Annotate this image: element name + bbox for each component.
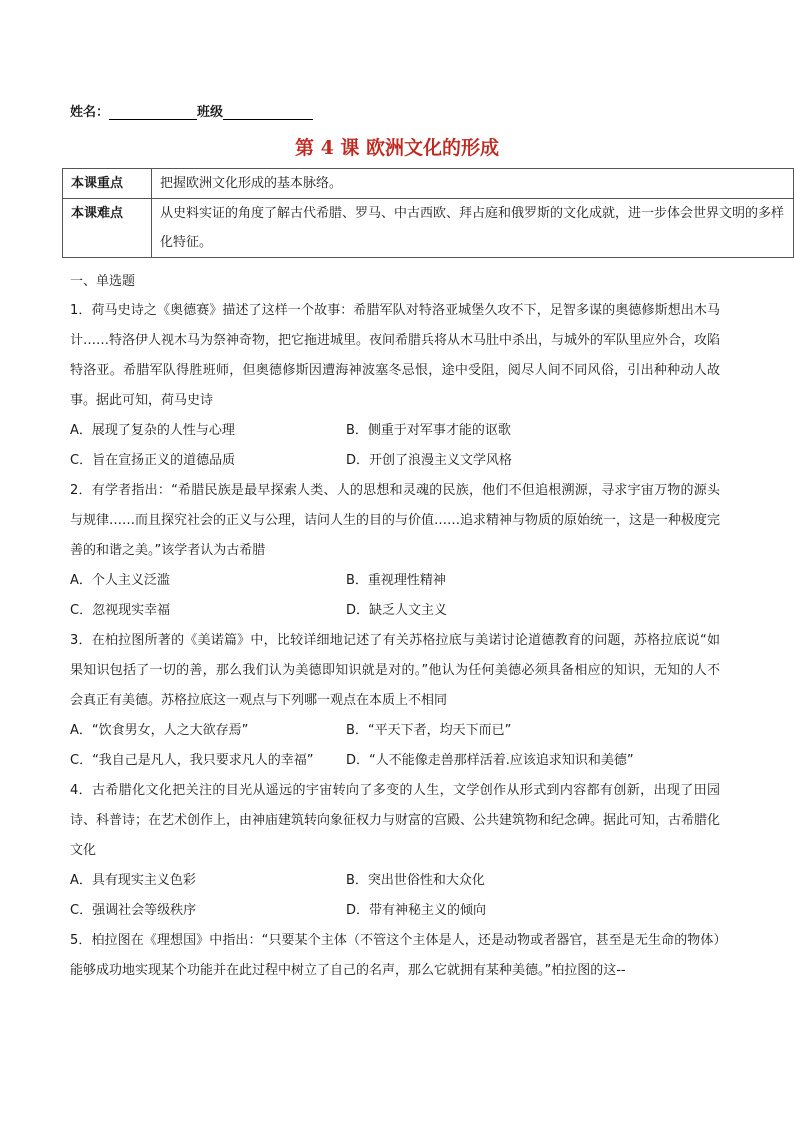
question-stem: 3．在柏拉图所著的《美诺篇》中，比较详细地记述了有关苏格拉底与美诺讨论道德教育的问题，苏格拉底说“如果知识包括了一切的善，那么我们认为美德即知识就是对的。”他认为任何美德必须具备相应的知识，无知的人不会真正有美德。苏格拉底这一观点与下列哪一观点在本质上不相同 [70,633,720,708]
option-a[interactable]: A．展现了复杂的人性与心理 [70,423,235,438]
lesson-title: 第 4 课 欧洲文化的形成 [294,137,500,159]
option-a[interactable]: A．“饮食男女，人之大欲存焉” [70,723,249,738]
option-a[interactable]: A．具有现实主义色彩 [70,873,196,888]
option-a[interactable]: A．个人主义泛滥 [70,573,170,588]
options-row [70,416,720,446]
option-b[interactable]: B．侧重于对军事才能的讴歌 [346,423,511,438]
question-stem: 5．柏拉图在《理想国》中指出：“只要某个主体（不管这个主体是人，还是动物或者器官，甚至是无生命的物体）能够成功地实现某个功能并在此过程中树立了自己的名声，那么它就拥有某种美德。”柏拉图的这-- [70,933,720,978]
option-d[interactable]: D．开创了浪漫主义文学风格 [346,453,513,468]
name-class-line [70,101,313,120]
option-c[interactable]: C．强调社会等级秩序 [70,903,197,918]
key-points-table [62,168,794,258]
options-row [70,896,720,926]
focus-label: 本课重点 [63,169,152,199]
option-c[interactable]: C．忽视现实幸福 [70,603,171,618]
options-row [70,566,720,596]
option-d[interactable]: D．缺乏人文主义 [346,603,448,618]
options-row [70,866,720,896]
options-row [70,716,720,746]
option-b[interactable]: B．突出世俗性和大众化 [346,873,485,888]
option-c[interactable]: C．“我自己是凡人，我只要求凡人的幸福” [70,753,314,768]
options-row [70,746,720,776]
name-label: 姓名： [70,105,110,120]
options-row [70,596,720,626]
option-b[interactable]: B．“平天下者，均天下而已” [346,723,512,738]
option-d[interactable]: D．“人不能像走兽那样活着.应该追求知识和美德” [346,753,634,768]
option-b[interactable]: B．重视理性精神 [346,573,446,588]
focus-text: 把握欧洲文化形成的基本脉络。 [152,169,794,199]
difficulty-label: 本课难点 [63,199,152,258]
option-c[interactable]: C．旨在宣扬正义的道德品质 [70,453,236,468]
question-stem: 1．荷马史诗之《奥德赛》描述了这样一个故事：希腊军队对特洛亚城堡久攻不下，足智多谋的奥德修斯想出木马计……特洛伊人视木马为祭神奇物，把它拖进城里。夜间希腊兵将从木马肚中杀出，与城外的军队里应外合，攻陷特洛亚。希腊军队得胜班师，但奥德修斯因遭海神波塞冬忌恨，途中受阻，阅尽人间不同风俗，引出种种动人故事。据此可知，荷马史诗 [70,303,721,408]
key-points-row [63,169,794,199]
difficulty-text: 从史料实证的角度了解古代希腊、罗马、中古西欧、拜占庭和俄罗斯的文化成就，进一步体会世界文明的多样化特征。 [152,199,794,258]
difficulty-row [63,199,794,258]
name-blank[interactable] [109,105,197,120]
class-blank[interactable] [223,105,313,120]
option-d[interactable]: D．带有神秘主义的倾向 [346,903,487,918]
section-title: 一、单选题 [70,274,136,289]
question-stem: 4．古希腊化文化把关注的目光从遥远的宇宙转向了多变的人生，文学创作从形式到内容都有创新，出现了田园诗、科普诗；在艺术创作上，由神庙建筑转向象征权力与财富的宫殿、公共建筑物和纪念碑。据此可知，古希腊化文化 [70,783,721,858]
questions-area [70,268,720,986]
class-label: 班级 [197,105,224,120]
options-row [70,446,720,476]
question-stem: 2．有学者指出：“希腊民族是最早探索人类、人的思想和灵魂的民族，他们不但追根溯源，寻求宇宙万物的源头与规律……而且探究社会的正义与公理，诘问人生的目的与价值……追求精神与物质的原始统一，这是一种极度完善的和谐之美。”该学者认为古希腊 [70,483,721,558]
